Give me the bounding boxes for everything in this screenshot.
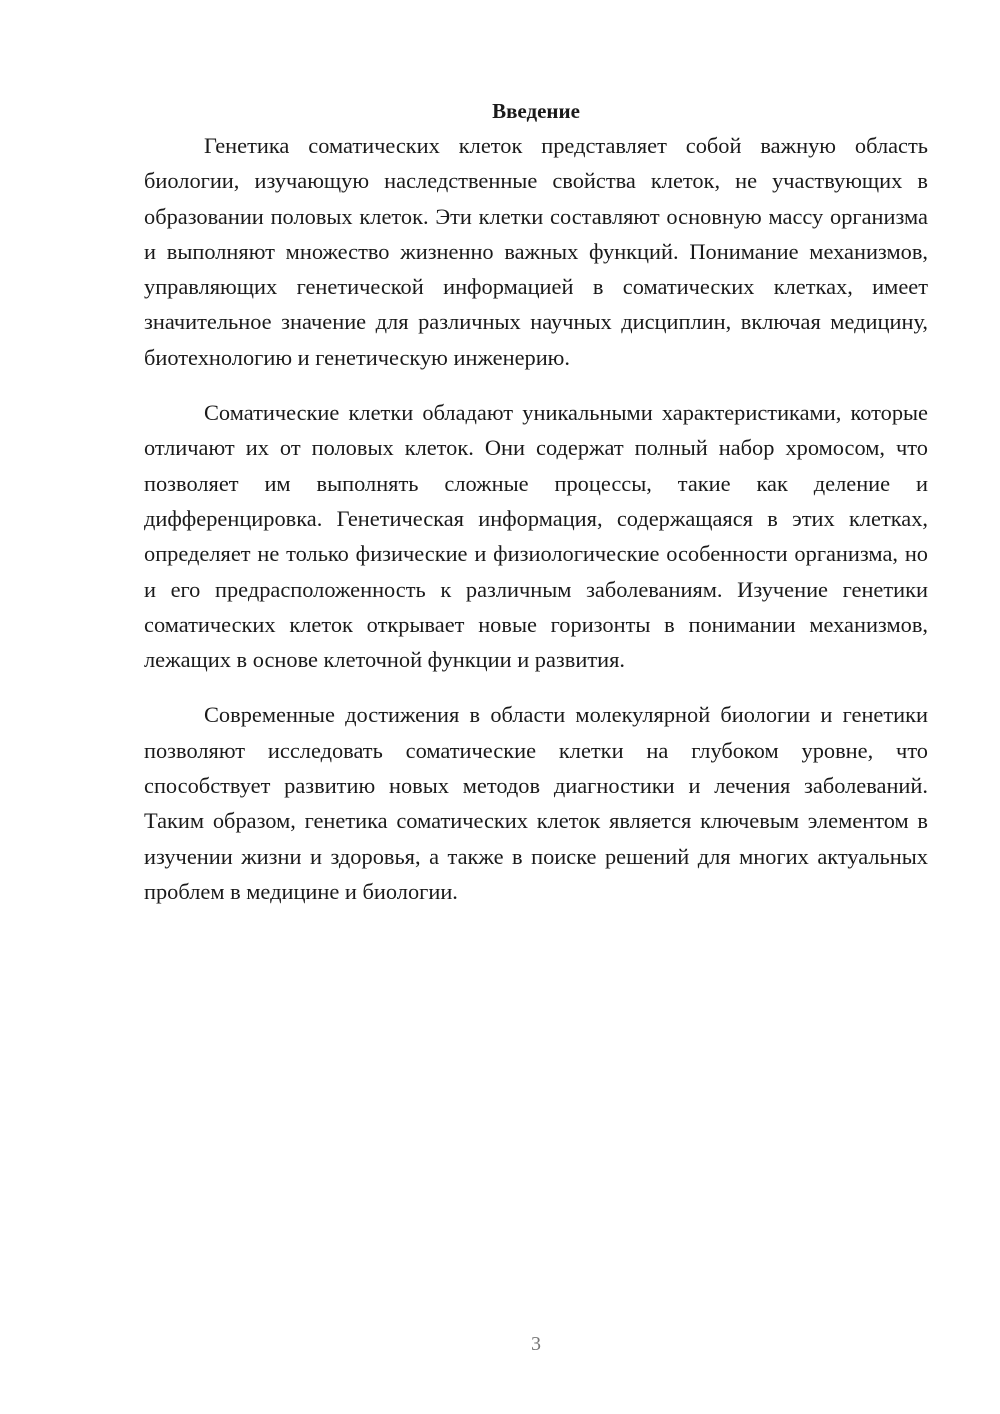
paragraph-3: Современные достижения в области молекулярной биологии и генетики позволяют исследовать соматические клетки на глубоком уровне, что способствует развитию новых методов диагностики и лечения заболеваний. Таким образом, генетика соматических клеток является ключевым элементом в изучении жизни и здоровья, а также в поиске решений для многих актуальных проблем в медицине и биологии. [144,702,928,904]
paragraph-1: Генетика соматических клеток представляет собой важную область биологии, изучающую наследственные свойства клеток, не участвующих в образовании половых клеток. Эти клетки составляют основную массу организма и выполняют множество жизненно важных функций. Понимание механизмов, управляющих генетической информацией в соматических клетках, имеет значительное значение для различных научных дисциплин, включая медицину, биотехнологию и генетическую инженерию. [144,133,928,370]
section-heading: Введение [492,99,580,123]
page-number: 3 [531,1333,541,1355]
page-content [144,94,928,929]
paragraph-2: Соматические клетки обладают уникальными характеристиками, которые отличают их от половых клеток. Они содержат полный набор хромосом, что позволяет им выполнять сложные процессы, такие как деление и дифференцировка. Генетическая информация, содержащаяся в этих клетках, определяет не только физические и физиологические особенности организма, но и его предрасположенность к различным заболеваниям. Изучение генетики соматических клеток открывает новые горизонты в понимании механизмов, лежащих в основе клеточной функции и развития. [144,400,928,673]
